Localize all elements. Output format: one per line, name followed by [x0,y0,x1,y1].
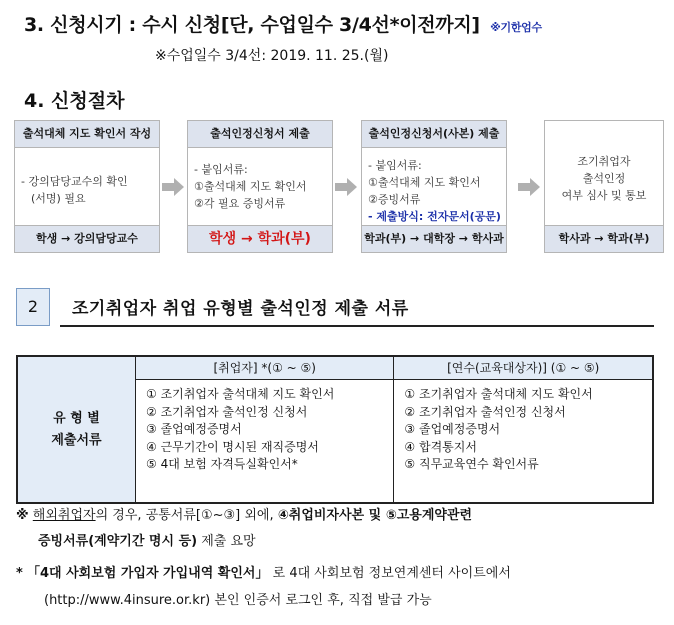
section-2-title: 조기취업자 취업 유형별 출석인정 제출 서류 [72,299,409,319]
note-insurance-doc: 「4대 사회보험 가입자 가입내역 확인서」 [26,566,269,581]
note-overseas-extra-docs: ④취업비자사본 및 ⑤고용계약관련 [277,508,473,523]
list-item: ⑤ 직무교육연수 확인서류 [404,457,539,471]
col-header-trainee: [연수(교육대상자)] (① ~ ⑤) [394,356,653,380]
step-2-footer: 학생 → 학과(부) [188,225,332,252]
note-insurance-text: 로 4대 사회보험 정보연계센터 사이트에서 [272,566,511,581]
note-insurance [16,562,511,581]
insurance-site-link[interactable]: (http://www.4insure.or.kr) [44,593,211,608]
step-1-title: 출석대체 지도 확인서 작성 [15,121,159,148]
arrow-right-icon [518,178,540,196]
step-1-line: - 강의담당교수의 확인 [21,175,128,188]
row-label-line-1: 유 형 별 [53,410,100,426]
step-2-line: ②각 필요 증빙서류 [194,197,286,210]
step-3-body [368,157,502,225]
row-label-cell [17,356,136,503]
list-item: ③ 졸업예정증명서 [146,422,242,436]
step-3-line: ②증빙서류 [368,193,421,206]
step-4-body [545,153,663,204]
step-4-footer: 학사과 → 학과(부) [545,225,663,252]
step-1-line: (서명) 필요 [31,192,86,205]
note-overseas [16,505,472,527]
list-item: ① 조기취업자 출석대체 지도 확인서 [404,387,593,401]
arrow-right-icon [162,178,184,196]
arrow-right-icon [335,178,357,196]
step-3-footer: 학과(부) → 대학장 → 학사과 [362,225,506,252]
step-3-title: 출석인정신청서(사본) 제출 [362,121,506,148]
note-mark: ※ [16,508,29,523]
step-2-box [187,120,333,253]
note-mark: * [16,566,23,581]
section-3-heading [24,10,542,37]
row-label-line-2: 제출서류 [51,432,102,448]
step-4-line: 출석인정 [582,172,626,185]
deadline-note: ※기한엄수 [490,21,542,34]
step-4-box [544,120,664,253]
step-1-footer: 학생 → 강의담당교수 [15,225,159,252]
trainee-documents-cell [394,380,653,504]
section-divider [60,325,654,327]
step-1-box [14,120,160,253]
step-4-line: 여부 심사 및 통보 [561,189,647,202]
list-item: ② 조기취업자 출석인정 신청서 [404,404,566,419]
employed-documents-cell [136,380,394,504]
list-item: ② 조기취업자 출석인정 신청서 [146,404,308,419]
step-2-body [194,161,328,212]
note-overseas-text: 의 경우, 공통서류[①~③] 외에, [95,508,274,523]
note-overseas-proof: 증빙서류(계약기간 명시 등) [38,534,198,549]
note-overseas-request: 제출 요망 [201,534,256,549]
section-3-title: 3. 신청시기 : 수시 신청[단, 수업일수 3/4선*이전까지] [24,14,480,36]
step-3-line: - 붙임서류: [368,159,422,172]
note-overseas-continued [38,530,256,549]
list-item: ⑤ 4대 보험 자격득실확인서* [146,457,298,471]
note-insurance-continued [44,589,432,608]
section-4-title: 4. 신청절차 [24,90,125,112]
list-item: ④ 합격통지서 [404,439,477,454]
step-2-line: - 붙임서류: [194,163,248,176]
section-3-subnote: ※수업일수 3/4선: 2019. 11. 25.(월) [155,48,389,64]
section-number-badge: 2 [16,288,50,326]
required-documents-table [16,355,654,504]
list-item: ① 조기취업자 출석대체 지도 확인서 [146,387,335,401]
step-4-line: 조기취업자 [577,155,631,168]
list-item: ④ 근무기간이 명시된 재직증명서 [146,439,319,454]
step-3-box [361,120,507,253]
list-item: ③ 졸업예정증명서 [404,422,501,436]
step-3-line: ①출석대체 지도 확인서 [368,176,481,189]
note-overseas-term: 해외취업자 [32,508,96,523]
col-header-employed: [취업자] *(① ~ ⑤) [136,356,394,380]
note-insurance-instructions: 본인 인증서 로그인 후, 직접 발급 가능 [214,593,432,608]
step-2-title: 출석인정신청서 제출 [188,121,332,148]
submission-method: - 제출방식: 전자문서(공문) [368,210,501,223]
step-2-line: ①출석대체 지도 확인서 [194,180,307,193]
step-1-body [21,173,155,207]
